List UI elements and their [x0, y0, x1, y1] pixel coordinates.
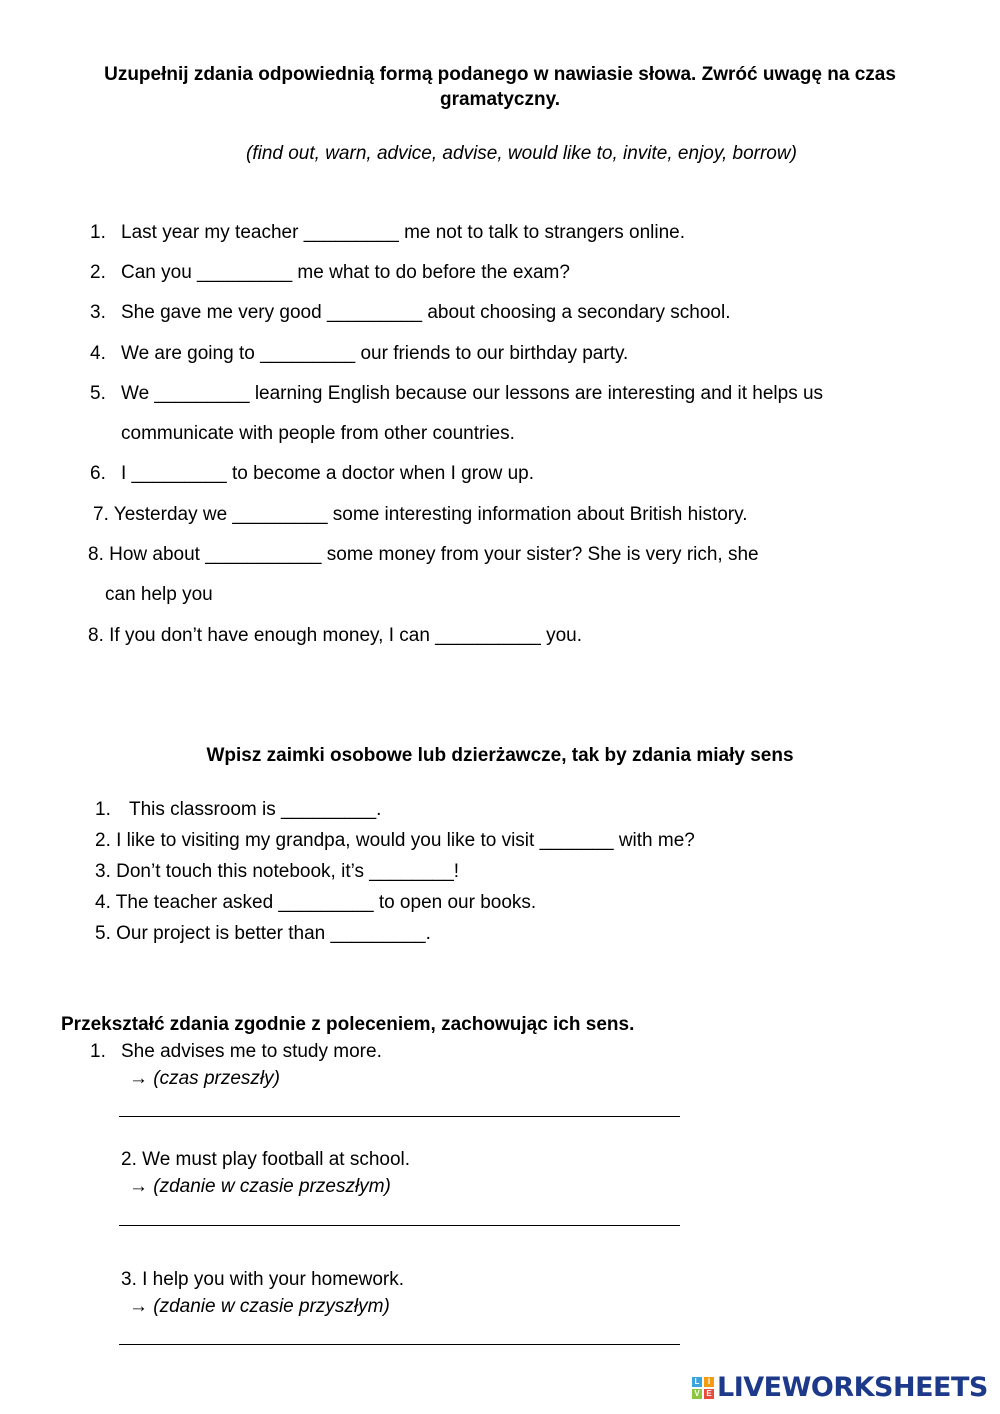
instruction-hint: → (czas przeszły) [129, 1068, 280, 1089]
section1-title: Uzupełnij zdania odpowiednią formą podanego w nawiasie słowa. Zwróć uwagę na czas gramatyczny. [104, 64, 896, 110]
logo-tile: V [692, 1389, 702, 1399]
list-item-continuation: communicate with people from other countries. [121, 423, 515, 444]
answer-line[interactable] [119, 1344, 680, 1345]
list-item: 5. Our project is better than _________. [95, 923, 431, 944]
list-item-num: 6. [90, 463, 106, 484]
list-item: 7. Yesterday we _________ some interesting information about British history. [93, 504, 748, 525]
word-bank: (find out, warn, advice, advise, would like to, invite, enjoy, borrow) [246, 143, 797, 164]
list-item: She advises me to study more. [121, 1041, 382, 1062]
list-item-continuation: can help you [105, 584, 213, 605]
list-item: 4. The teacher asked _________ to open our books. [95, 892, 537, 913]
answer-line[interactable] [119, 1116, 680, 1117]
list-item: This classroom is _________. [129, 799, 382, 820]
list-item-num: 3. [90, 302, 106, 323]
list-item-num: 4. [90, 343, 106, 364]
section2-title: Wpisz zaimki osobowe lub dzierżawcze, tak by zdania miały sens [206, 745, 794, 766]
list-item: 2. I like to visiting my grandpa, would you like to visit _______ with me? [95, 830, 695, 851]
list-item: Can you _________ me what to do before the exam? [121, 262, 570, 283]
logo-tile: I [704, 1377, 714, 1387]
logo-tile: L [692, 1377, 702, 1387]
list-item-num: 2. [90, 262, 106, 283]
list-item: 3. Don’t touch this notebook, it’s ________! [95, 861, 460, 882]
list-item: Last year my teacher _________ me not to talk to strangers online. [121, 222, 685, 243]
list-item: 8. If you don’t have enough money, I can __________ you. [88, 625, 583, 646]
list-item-num: 1. [90, 1041, 106, 1062]
list-item-num: 1. [90, 222, 106, 243]
list-item: We _________ learning English because our lessons are interesting and it helps us [121, 383, 824, 404]
answer-line[interactable] [119, 1225, 680, 1226]
list-item: 3. I help you with your homework. [121, 1269, 405, 1290]
section3-title: Przekształć zdania zgodnie z poleceniem, zachowując ich sens. [61, 1014, 635, 1035]
list-item: I _________ to become a doctor when I grow up. [121, 463, 534, 484]
instruction-hint: → (zdanie w czasie przyszłym) [129, 1296, 390, 1317]
list-item: She gave me very good _________ about choosing a secondary school. [121, 302, 731, 323]
list-item: 2. We must play football at school. [121, 1149, 411, 1170]
instruction-hint: → (zdanie w czasie przeszłym) [129, 1176, 391, 1197]
logo-text: LIVEWORKSHEETS [717, 1372, 988, 1403]
list-item-num: 1. [95, 799, 111, 820]
list-item: We are going to _________ our friends to our birthday party. [121, 343, 629, 364]
list-item: 8. How about ___________ some money from your sister? She is very rich, she [88, 544, 759, 565]
logo-tiles-icon [692, 1377, 714, 1399]
list-item-num: 5. [90, 383, 106, 404]
liveworksheets-logo [692, 1372, 988, 1403]
logo-tile: E [704, 1389, 714, 1399]
